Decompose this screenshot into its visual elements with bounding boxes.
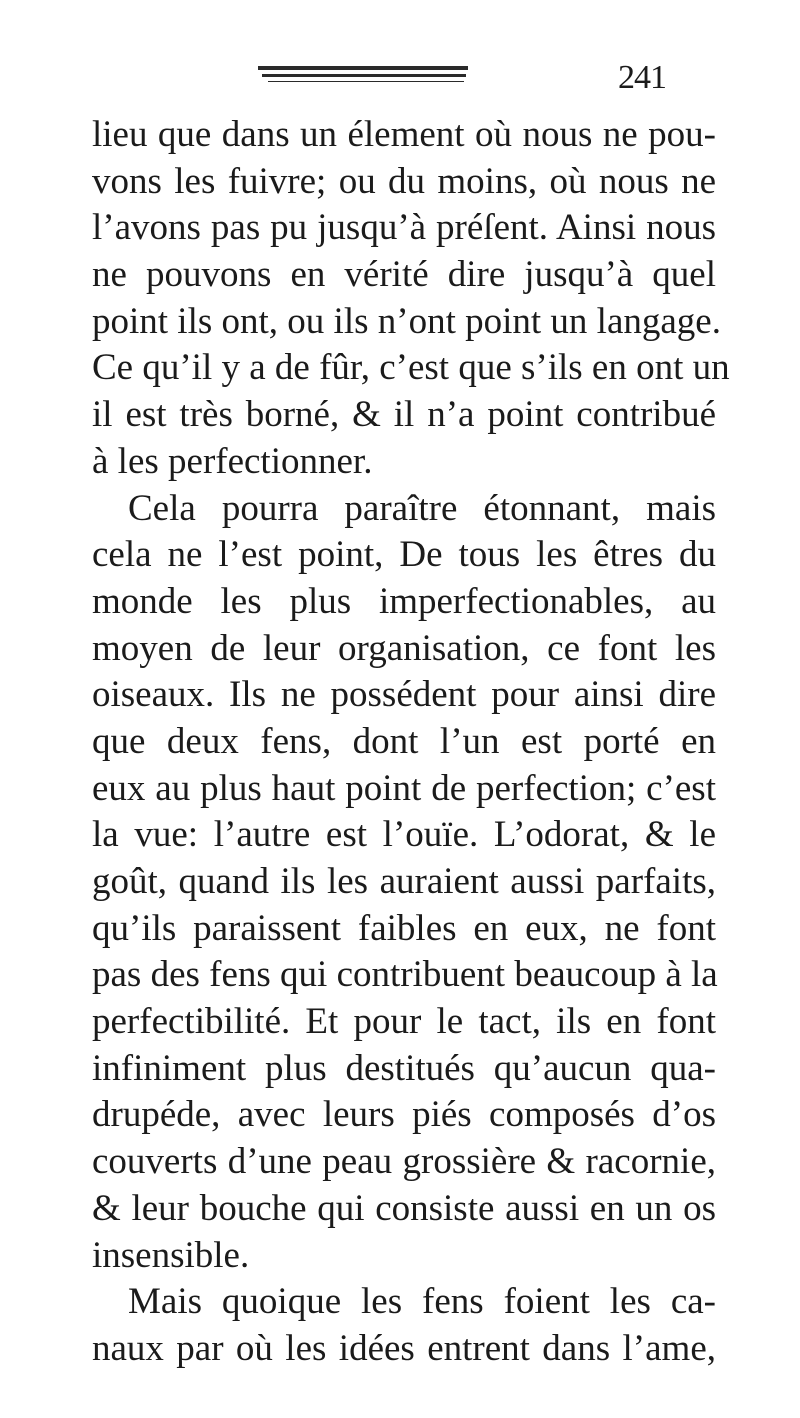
text-line: qu’ils paraissent faibles en eux, ne font — [92, 907, 716, 949]
text-line: naux par où les idées entrent dans l’ame, — [92, 1327, 716, 1369]
text-line: ne pouvons en vérité dire jusqu’à quel — [92, 254, 716, 296]
text-line: la vue: l’autre est l’ouïe. L’odorat, & le — [92, 814, 716, 856]
text-line: cela ne l’est point, De tous les êtres du — [92, 534, 716, 576]
text-line: Cela pourra paraître étonnant, mais — [128, 487, 716, 529]
text-line: goût, quand ils les auraient aussi parfaits, — [92, 861, 716, 902]
text-line: que deux fens, dont l’un est porté en — [92, 720, 716, 762]
text-line: vons les fuivre; ou du moins, où nous ne — [92, 160, 716, 202]
text-line: moyen de leur organisation, ce font les — [92, 627, 716, 669]
text-line: & leur bouche qui consiste aussi en un os — [92, 1187, 716, 1229]
text-line: oiseaux. Ils ne possédent pour ainsi dire — [92, 674, 716, 716]
page-number: 241 — [618, 59, 666, 96]
text-line: il est très borné, & il n’a point contribué — [92, 394, 716, 436]
text-line: drupéde, avec leurs piés composés d’os — [92, 1094, 716, 1136]
text-line: perfectibilité. Et pour le tact, ils en font — [92, 1001, 716, 1043]
text-line: monde les plus imperfectionables, au — [92, 580, 716, 622]
body-text — [92, 112, 730, 1373]
header-rule-bottom — [268, 81, 464, 82]
text-line: couverts d’une peau grossière & racornie, — [92, 1141, 716, 1183]
text-line: eux au plus haut point de perfection; c’est — [92, 767, 716, 809]
text-line: infiniment plus destitués qu’aucun qua- — [92, 1047, 716, 1089]
text-line: pas des fens qui contribuent beaucoup à la — [92, 954, 718, 996]
text-line: insensible. — [92, 1234, 250, 1276]
text-line: point ils ont, ou ils n’ont point un langage. — [92, 300, 721, 342]
header-rule-top — [258, 66, 468, 70]
text-line: Ce qu’il y a de fûr, c’est que s’ils en ont un — [92, 347, 730, 389]
text-line: à les perfectionner. — [92, 440, 373, 482]
text-line: Mais quoique les fens foient les ca- — [128, 1281, 716, 1323]
text-line: l’avons pas pu jusqu’à préſent. Ainsi nous — [92, 207, 716, 249]
header-rule-middle — [262, 74, 466, 77]
text-line: lieu que dans un élement où nous ne pou- — [92, 114, 716, 155]
